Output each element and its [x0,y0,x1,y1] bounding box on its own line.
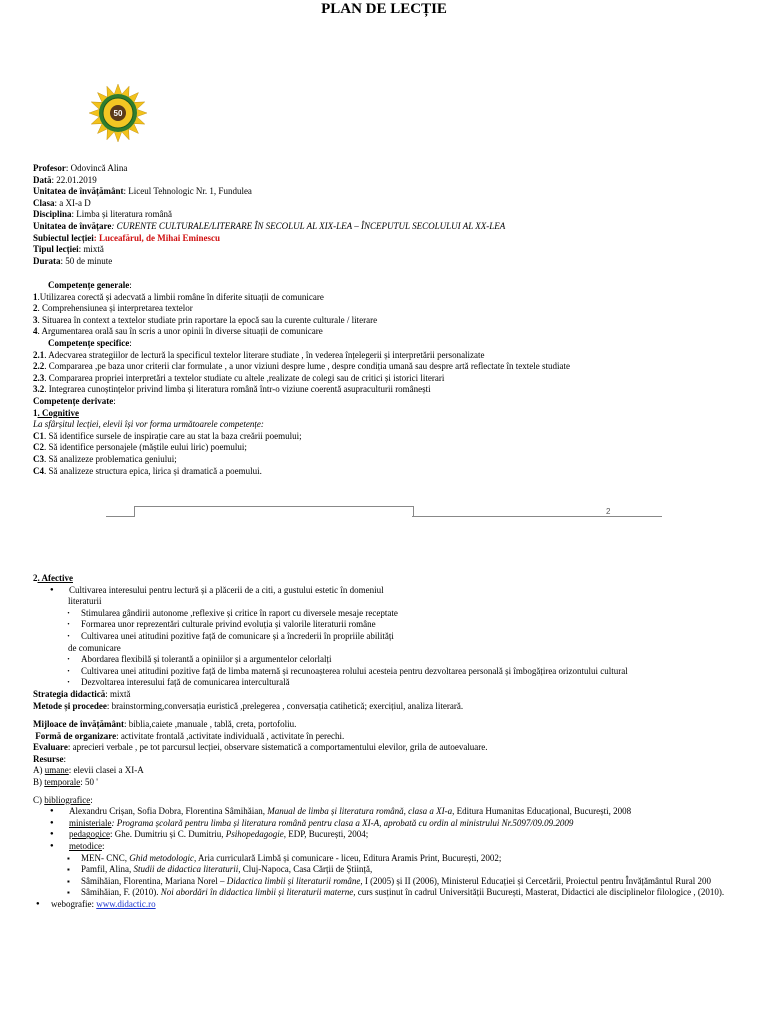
lesson-info [33,163,738,267]
bibliography-subitem: ▪ Sâmihăian, F. (2010). Noi abordări în didactica limbii și literaturii materne, curs susținut în cadrul Universității București, Masterat, Didactici ale disciplinelor filologice , (2010). [33,887,768,899]
bibliography-item: ● metodice: [33,841,738,853]
list-item: C4. Să analizeze structura epica, lirica și dramatică a poemului. [33,465,262,476]
list-item: · Stimularea gândirii autonome ,reflexive și critice în raport cu diversele mesaje receptate [33,608,738,620]
list-item: 2.1. Adecvarea strategiilor de lectură la specificul textelor literare studiate , în vederea înțelegerii și interpretării personalizate [33,349,485,360]
competences-section [33,280,738,477]
list-item-continued: literaturii [68,596,102,607]
info-tipul: Tipul lecției: mixtă [33,244,104,255]
resurse-bibliografice: C) bibliografice: [33,794,93,805]
cognitive-intro: La sfârșitul lecției, elevii își vor forma următoarele competențe: [33,419,264,430]
competente-generale-heading: Competențe generale: [48,280,132,290]
cognitive-heading: 1. Cognitive [33,407,79,418]
list-item: C1. Să identifice sursele de inspirație care au stat la baza creării poemului; [33,430,302,441]
list-item: C2. Să identifice personajele (măștile eului liric) poemului; [33,442,247,453]
info-unitate: Unitatea de învățământ: Liceul Tehnologic Nr. 1, Fundulea [33,186,252,197]
bibliography-item: ● ministeriale: Programa școlară pentru limba și literatura română pentru clasa a XI-A, aprobată cu ordin al ministrului Nr.5097/09.09.2009 [33,818,738,830]
webografie-item: ● webografie: www.didactic.ro [36,898,156,909]
afective-section [33,573,738,712]
list-item: ● Cultivarea interesului pentru lectură și a plăcerii de a citi, a gustului estetic în domeniul [33,585,738,597]
school-logo [83,82,153,144]
bibliography-item: ● pedagogice: Ghe. Dumitriu și C. Dumitriu, Psihopedagogie, EDP, București, 2004; [33,829,738,841]
metode-line: Metode și procedee: brainstorming,conversația euristică ,prelegerea , conversația catihetică; exercițiul, analiza literară. [33,700,464,711]
list-item: 3.2. Integrarea cunoștințelor privind limba și literatura română într-o viziune coerentă asupraculturii românești [33,384,431,395]
list-item: 2. Comprehensiunea și interpretarea textelor [33,303,193,314]
bibliography-subitem: ▪ MEN- CNC, Ghid metodologic, Aria curriculară Limbă și comunicare - liceu, Editura Aramis Print, București, 2002; [33,853,738,865]
list-item: · Cultivarea unei atitudini pozitive față de limba maternă și recunoașterea rolului acesteia pentru dezvoltarea personală și îmbogățirea orizontului cultural [33,666,738,678]
info-clasa: Clasa: a XI-a D [33,197,91,208]
competente-derivate-heading: Competențe derivate: [33,395,116,406]
list-item-continued: de comunicare [68,642,121,653]
list-item: 1.Utilizarea corectă și adecvată a limbii române în diferite situații de comunicare [33,291,324,302]
bibliography-subitem: ▪ Sâmihăian, Florentina, Mariana Norel – Didactica limbii și literaturii române, I (2005) și II (2006), Ministerul Educației și Cercetării, Proiectul pentru Învățământul Rural 200 [33,876,768,888]
webografie-link[interactable]: www.didactic.ro [96,898,156,909]
footer-frame [134,506,414,517]
list-item: 2.3. Compararea propriei interpretări a textelor studiate cu altele ,realizate de colegi sau de critici și istorici literari [33,372,445,383]
info-profesor: Profesor: Odovincă Alina [33,163,128,173]
afective-heading: 2. Afective [33,573,73,583]
logo-badge-text: 50 [113,109,123,118]
list-item: 4. Argumentarea orală sau în scris a unor opinii în diverse situații de comunicare [33,326,323,337]
list-item: 3. Situarea în context a textelor studiate prin raportare la epocă sau la curente culturale / literare [33,314,378,325]
resurse-heading: Resurse: [33,753,67,764]
bibliography-subitem: ▪ Pamfil, Alina, Studii de didactica literaturii, Cluj-Napoca, Casa Cărții de Știință, [33,864,738,876]
info-subiect: Subiectul lecției: Luceafărul, de Mihai Eminescu [33,232,220,243]
resources-section [33,719,738,911]
page-title: PLAN DE LECȚIE [321,1,447,17]
info-durata: Durata: 50 de minute [33,255,113,266]
forma-line: Formă de organizare: activitate frontală ,activitate individuală , activitate în perechi. [35,730,345,741]
resurse-temporale: B) temporale: 50 ' [33,776,98,787]
list-item: C3. Să analizeze problematica geniului; [33,453,177,464]
resurse-umane: A) umane: elevii clasei a XI-A [33,765,144,776]
footer-rule-left [106,516,134,517]
info-disciplina: Disciplina: Limba și literatura română [33,209,172,220]
evaluare-line: Evaluare: aprecieri verbale , pe tot parcursul lecției, observare sistematică a comportamentului elevilor, grila de autoevaluare. [33,742,488,753]
list-item: · Abordarea flexibilă și tolerantă a opiniilor și a argumentelor celorlalți [33,654,738,666]
list-item: · Cultivarea unei atitudini pozitive față de comunicare și a încrederii în propriile abilități [33,631,738,643]
info-unitate-invatare: Unitatea de învățare: CURENTE CULTURALE/LITERARE ÎN SECOLUL AL XIX-LEA – ÎNCEPUTUL SECOLULUI AL XX-LEA [33,220,506,231]
bibliography-item: ● Alexandru Crișan, Sofia Dobra, Florentina Sâmihăian, Manual de limba și literatura română, clasa a XI-a, Editura Humanitas Educațional, București, 2008 [33,806,738,818]
footer-rule-right [412,516,662,517]
strategia-line: Strategia didactică: mixtă [33,688,131,699]
mijloace-line: Mijloace de învățământ: biblia,caiete ,manuale , tablă, creta, portofoliu. [33,719,297,729]
list-item: 2.2. Compararea ,pe baza unor criterii clar formulate , a unor viziuni despre lume , despre condiția umană sau despre artă reflectate în textele studiate [33,361,571,372]
page-number: 2 [606,507,611,516]
info-data: Dată: 22.01.2019 [33,174,97,185]
list-item: · Formarea unor reprezentări culturale privind evoluția și valorile literaturii române [33,619,738,631]
competente-specifice-heading: Competențe specifice: [48,337,132,348]
list-item: · Dezvoltarea interesului față de comunicarea interculturală [33,677,738,689]
